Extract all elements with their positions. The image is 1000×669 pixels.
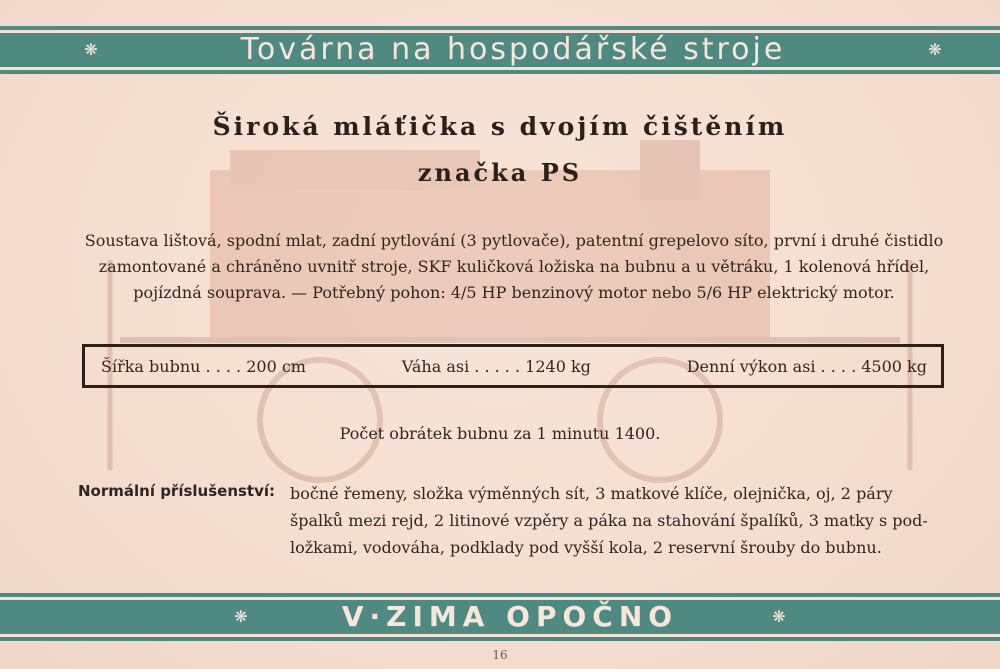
- spec-box: [82, 344, 944, 388]
- accessories-line: špalků mezi rejd, 2 litinové vzpěry a páka na stahování špalíků, 3 matky s pod-: [290, 511, 928, 530]
- ornament-icon: ❋: [928, 40, 942, 59]
- thresher-illustration: [80, 140, 940, 500]
- product-brand: značka PS: [417, 158, 583, 187]
- ornament-icon: ❋: [84, 40, 98, 59]
- accessories-line: bočné řemeny, složka výměnných sít, 3 matkové klíče, olejnička, oj, 2 páry: [290, 484, 893, 503]
- accessories-list: [290, 480, 946, 561]
- spec-weight: Váha asi . . . . . 1240 kg: [401, 356, 591, 376]
- footer-band: [0, 597, 1000, 637]
- ornament-icon: ❋: [772, 607, 786, 626]
- description-line: pojízdná souprava. — Potřebný pohon: 4/5 HP benzinový motor nebo 5/6 HP elektrický motor.: [133, 283, 895, 302]
- header-band: [0, 30, 1000, 70]
- description-line: Soustava lištová, spodní mlat, zadní pytlování (3 pytlovače), patentní grepelovo síto, první i druhé čistidlo: [84, 231, 944, 250]
- page-number: 16: [492, 648, 508, 662]
- product-description: [78, 228, 950, 306]
- product-title: Široká mláťička s dvojím čištěním: [212, 112, 788, 141]
- ornament-icon: ❋: [234, 607, 248, 626]
- header-title: Továrna na hospodářské stroje: [240, 32, 786, 67]
- spec-drum-width: Šířka bubnu . . . . 200 cm: [101, 356, 306, 376]
- accessories-label: Normální příslušenství:: [78, 482, 276, 500]
- spec-daily-output: Denní výkon asi . . . . 4500 kg: [686, 356, 927, 376]
- description-line: zamontované a chráněno uvnitř stroje, SKF kuličková ložiska na bubnu a u větráku, 1 kolenová hřídel,: [98, 257, 930, 276]
- accessories-line: ložkami, vodováha, podklady pod vyšší kola, 2 reservní šrouby do bubnu.: [290, 538, 882, 557]
- footer-title: V·ZIMA OPOČNO: [341, 600, 679, 633]
- drum-rpm: Počet obrátek bubnu za 1 minutu 1400.: [339, 424, 661, 443]
